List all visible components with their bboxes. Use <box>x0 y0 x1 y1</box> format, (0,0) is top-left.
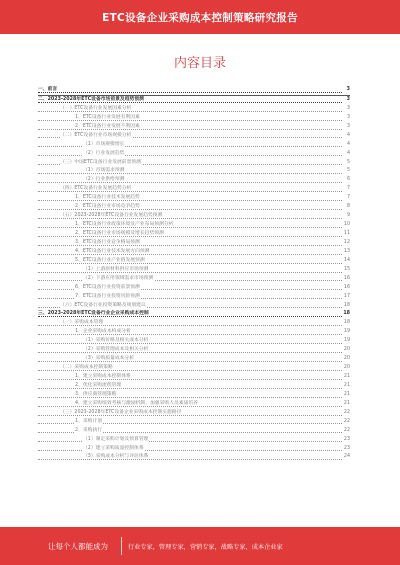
report-title: ETC设备企业采购成本控制策略研究报告 <box>102 11 298 24</box>
toc-leader-dots <box>38 200 342 201</box>
toc-page-number: 21 <box>343 382 350 391</box>
toc-leader-dots <box>38 218 342 219</box>
toc-entry[interactable] <box>38 328 350 337</box>
toc-entry-text: 1、ETC设备行业政策环境及产业布局预测分析 <box>75 222 174 228</box>
toc-entry-text: 1、ETC设备行业技术发展趋势 <box>75 195 140 201</box>
toc-entry[interactable] <box>38 445 350 454</box>
toc-entry-text: （2）下游应用领域需求市场预测 <box>83 275 154 281</box>
toc-entry[interactable] <box>38 123 350 132</box>
toc-entry-text: 2、ETC设备行业市场规模及增长趋势预测 <box>75 231 164 236</box>
toc-entry-text: 1、企业采购成本构成分析 <box>75 329 131 335</box>
toc-entry-text: （一）采购成本管理 <box>60 320 104 326</box>
toc-page-number: 4 <box>346 141 350 150</box>
table-of-contents <box>38 86 350 462</box>
toc-page-number: 3 <box>346 114 350 123</box>
toc-leader-dots <box>38 352 342 353</box>
toc-page-number: 23 <box>343 445 350 454</box>
toc-page-number: 18 <box>343 302 350 311</box>
toc-entry-text: （1）采购价格及相关成本分析 <box>83 338 149 344</box>
toc-entry-text: （3）采购质量成本分析 <box>83 356 135 362</box>
toc-leader-dots <box>38 182 342 183</box>
toc-entry[interactable] <box>38 248 350 257</box>
toc-entry[interactable] <box>38 159 350 168</box>
toc-page-number: 21 <box>343 391 350 400</box>
toc-leader-dots <box>38 316 342 317</box>
toc-entry-text: （2）采购管理成本及相关分析 <box>83 347 149 353</box>
toc-page-number: 16 <box>343 275 350 284</box>
toc-entry-text: 4、建立采购绩效考核与激励机制，加强采购人员素质培养 <box>75 400 198 406</box>
toc-entry-text: （五）2023-2028年ETC设备行业发展趋势预测 <box>60 213 163 219</box>
footer-banner <box>0 527 400 565</box>
toc-page-number: 5 <box>346 159 350 168</box>
toc-leader-dots <box>38 173 342 174</box>
toc-entry-text: （三）2023-2028年ETC设备企业采购成本控制实施路径 <box>60 409 182 415</box>
toc-entry-text: 三、2023-2028年ETC设备行业企业采购成本控制 <box>38 311 149 317</box>
toc-entry-text: 3、ETC设备行业竞争格局预测 <box>75 239 140 245</box>
toc-entry[interactable] <box>38 167 350 176</box>
toc-entry-text: 3、供应商管理策略 <box>75 391 117 397</box>
toc-leader-dots <box>38 361 342 362</box>
toc-entry[interactable] <box>38 409 350 418</box>
toc-page-number: 13 <box>343 248 350 257</box>
toc-entry-text: 一、前言 <box>38 87 58 92</box>
toc-leader-dots <box>38 92 342 93</box>
toc-entry-text: （二）采购成本控制策略 <box>60 365 113 371</box>
toc-entry[interactable] <box>38 257 350 266</box>
toc-entry-text: 7、ETC设备行业投资风险预测 <box>75 293 140 299</box>
toc-entry[interactable] <box>38 373 350 382</box>
toc-entry[interactable] <box>38 176 350 185</box>
toc-entry[interactable] <box>38 86 350 95</box>
toc-entry-text: 1、建立采购成本控制体系 <box>75 374 131 379</box>
toc-entry[interactable] <box>38 185 350 194</box>
toc-entry-text: （1）上游原材料供应市场预测 <box>83 266 149 272</box>
footer-slogan: 让每个人都能成为 <box>48 541 108 551</box>
toc-page-number: 18 <box>343 319 350 328</box>
toc-entry[interactable] <box>38 364 350 373</box>
toc-entry[interactable] <box>38 105 350 114</box>
toc-page-number: 20 <box>343 364 350 373</box>
toc-page-number: 20 <box>343 355 350 364</box>
footer-tagline: 行业专家，管理专家，营销专家，战略专家，成本企业家 <box>128 543 283 551</box>
toc-page-number: 19 <box>343 337 350 346</box>
toc-leader-dots <box>38 325 342 326</box>
toc-entry-text: （三）中国ETC设备行业发展前景预测 <box>60 159 141 165</box>
toc-entry-text: 1、ETC设备行业发展有利因素 <box>75 114 140 120</box>
toc-entry[interactable] <box>38 230 350 239</box>
toc-page-number: 3 <box>346 123 350 132</box>
toc-page-number: 9 <box>346 212 350 221</box>
toc-entry[interactable] <box>38 400 350 409</box>
toc-page-number: 22 <box>343 409 350 418</box>
toc-page-number: 7 <box>346 194 350 203</box>
toc-page-number: 3 <box>346 105 350 114</box>
toc-entry-text: （四）ETC设备行业发展趋势分析 <box>60 186 132 192</box>
toc-page-number: 6 <box>346 176 350 185</box>
toc-page-number: 21 <box>343 400 350 409</box>
toc-entry-text: （1）制定采购计划及预算管理 <box>83 436 149 442</box>
toc-entry-text: 1、采购计划 <box>75 418 103 424</box>
toc-entry-text: （2）建立采购质量控制体系 <box>83 445 144 451</box>
toc-entry-text: 6、ETC设备行业投资前景预测 <box>75 284 140 290</box>
toc-page-number: 7 <box>346 185 350 194</box>
toc-page-number: 3 <box>346 86 350 95</box>
toc-entry-text: 4、ETC设备行业技术发展方向预测 <box>75 248 150 254</box>
toc-entry[interactable] <box>38 355 350 364</box>
toc-page-number: 22 <box>343 427 350 436</box>
toc-page-number: 22 <box>343 418 350 427</box>
toc-entry-text: 5、ETC设备行业产业链发展预测 <box>75 257 145 263</box>
toc-entry-text: （3）采购成本分析与评估体系 <box>83 454 149 460</box>
toc-page-number: 3 <box>346 96 350 105</box>
toc-entry-text: 2、ETC设备行业发展不利因素 <box>75 123 140 129</box>
toc-page-number: 20 <box>343 346 350 355</box>
toc-page-number: 4 <box>346 132 350 141</box>
toc-entry-text: （1）市场需求预测 <box>83 168 125 174</box>
toc-page-number: 19 <box>343 328 350 337</box>
toc-entry-text: （六）ETC设备行业投资策略及规划建议 <box>60 302 146 308</box>
toc-entry[interactable] <box>38 203 350 212</box>
toc-entry[interactable] <box>38 346 350 355</box>
toc-entry-text: （1）市场规模增长 <box>83 141 125 147</box>
toc-entry[interactable] <box>38 436 350 445</box>
toc-entry-text: 二、2023-2028年ETC设备市场前景及趋势预测 <box>38 96 144 102</box>
toc-entry-text: （2）行业发展趋势 <box>83 150 125 156</box>
toc-page-number: 10 <box>343 221 350 230</box>
toc-entry[interactable] <box>38 239 350 248</box>
toc-entry[interactable] <box>38 114 350 123</box>
toc-page-number: 18 <box>342 310 350 319</box>
toc-page-number: 12 <box>343 239 350 248</box>
toc-page-number: 14 <box>343 257 350 266</box>
toc-entry[interactable] <box>38 150 350 159</box>
toc-leader-dots <box>38 459 342 460</box>
toc-page-number: 23 <box>343 436 350 445</box>
toc-page-number: 4 <box>346 150 350 159</box>
toc-entry[interactable] <box>38 275 350 284</box>
toc-entry[interactable] <box>38 302 350 311</box>
toc-entry[interactable] <box>38 141 350 150</box>
toc-page-number: 24 <box>343 453 350 462</box>
toc-entry[interactable] <box>38 266 350 275</box>
toc-page-number: 5 <box>346 167 350 176</box>
toc-page-number: 21 <box>343 373 350 382</box>
toc-entry-text: 2、ETC设备行业市场竞争趋势 <box>75 204 140 210</box>
toc-entry[interactable] <box>38 95 350 105</box>
toc-entry[interactable] <box>38 212 350 221</box>
toc-page-number: 15 <box>343 266 350 275</box>
toc-entry[interactable] <box>38 427 350 436</box>
toc-leader-dots <box>38 343 342 344</box>
toc-entry-text: 2、采购执行 <box>75 427 103 433</box>
toc-leader-dots <box>38 334 342 335</box>
toc-entry[interactable] <box>38 382 350 391</box>
toc-entry[interactable] <box>38 319 350 328</box>
toc-entry[interactable] <box>38 453 350 462</box>
toc-entry-text: （一）ETC设备行业发展因素分析 <box>60 105 132 111</box>
toc-entry[interactable] <box>38 221 350 230</box>
toc-entry[interactable] <box>38 310 350 319</box>
toc-page-number: 17 <box>343 293 350 302</box>
toc-entry-text: 2、优化采购流程管理 <box>75 382 122 388</box>
toc-page-number: 8 <box>346 203 350 212</box>
toc-entry[interactable] <box>38 391 350 400</box>
toc-entry[interactable] <box>38 293 350 302</box>
toc-entry[interactable] <box>38 337 350 346</box>
footer-divider <box>121 537 122 555</box>
toc-page-number: 16 <box>343 284 350 293</box>
toc-entry[interactable] <box>38 132 350 141</box>
toc-entry[interactable] <box>38 284 350 293</box>
toc-entry[interactable] <box>38 418 350 427</box>
toc-page-number: 11 <box>343 230 350 239</box>
toc-leader-dots <box>38 209 342 210</box>
report-header <box>0 0 400 34</box>
toc-leader-dots <box>38 191 342 192</box>
toc-entry-text: （2）行业供给预测 <box>83 177 125 183</box>
toc-entry-text: （二）ETC设备行业市场规模分析 <box>60 132 132 138</box>
toc-title: 内容目录 <box>173 56 226 71</box>
toc-entry[interactable] <box>38 194 350 203</box>
